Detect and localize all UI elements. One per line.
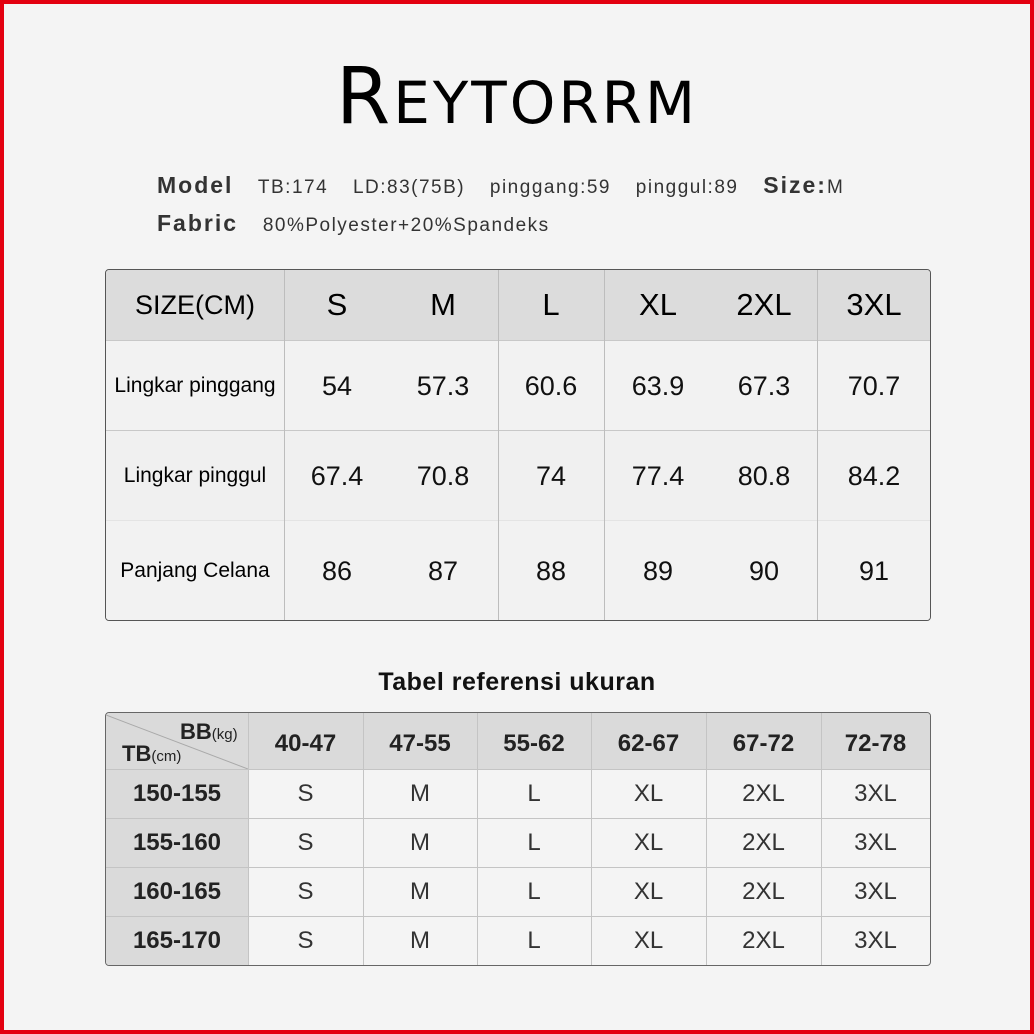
column-divider (363, 713, 364, 965)
size-cell: XL (633, 779, 664, 807)
header-cell: 3XL (846, 287, 902, 322)
size-cell: 2XL (742, 828, 785, 856)
brand-letter: R (335, 52, 394, 142)
bb-text: BB (180, 719, 212, 744)
table-cell: 88 (535, 555, 567, 586)
height-range-label: 160-165 (132, 877, 222, 905)
fabric-value: 80%Polyester+20%Spandeks (262, 215, 550, 236)
column-divider (706, 713, 707, 965)
table-cell: 86 (321, 555, 353, 586)
model-pinggul: pinggul:89 (635, 177, 739, 198)
model-info (157, 172, 844, 199)
weight-range-header: 67-72 (732, 730, 795, 757)
column-divider (248, 713, 249, 965)
size-cell: 3XL (854, 877, 897, 905)
fabric-info (157, 210, 550, 237)
table-row (106, 520, 930, 621)
table-cell: 74 (535, 460, 567, 491)
row-label: Panjang Celana (120, 559, 270, 582)
column-divider (477, 713, 478, 965)
table-cell: 80.8 (737, 460, 791, 491)
size-value: M (826, 177, 845, 198)
brand-letter: M (644, 69, 699, 137)
size-cell: S (297, 877, 314, 905)
size-cell: L (527, 828, 541, 856)
size-cell: 2XL (742, 926, 785, 954)
size-table (105, 269, 931, 621)
size-cell: XL (633, 926, 664, 954)
weight-range-header: 47-55 (389, 730, 451, 757)
table-cell: 60.6 (524, 370, 578, 401)
column-divider (604, 270, 605, 620)
size-cell: XL (633, 877, 664, 905)
table-cell: 84.2 (847, 460, 901, 491)
table-cell: 54 (321, 370, 353, 401)
reference-title: Tabel referensi ukuran (378, 668, 656, 696)
table-cell: 67.3 (737, 370, 791, 401)
height-range-label: 155-160 (132, 828, 222, 856)
model-ld: LD:83(75B) (352, 177, 466, 198)
table-cell: 70.8 (416, 460, 470, 491)
table-row (106, 340, 930, 431)
row-label: Lingkar pinggul (123, 464, 267, 487)
size-cell: 3XL (854, 828, 897, 856)
size-cell: S (297, 828, 314, 856)
size-cell: M (410, 828, 430, 856)
weight-range-header: 72-78 (844, 730, 907, 757)
header-cell: 2XL (736, 287, 792, 322)
height-range-label: 150-155 (132, 779, 222, 807)
size-cell: S (297, 779, 314, 807)
brand-letter: R (601, 69, 645, 137)
brand-logo (0, 52, 1034, 142)
model-pinggang: pinggang:59 (489, 177, 611, 198)
size-cell: 3XL (854, 779, 897, 807)
size-table-header (106, 270, 930, 340)
column-divider (821, 713, 822, 965)
table-cell: 63.9 (631, 370, 685, 401)
table-cell: 89 (642, 555, 674, 586)
header-cell: M (430, 287, 456, 322)
fabric-label: Fabric (157, 210, 239, 236)
tb-text: TB (122, 741, 152, 766)
row-divider (106, 769, 930, 770)
tb-unit: (cm) (151, 748, 182, 765)
column-divider (284, 270, 285, 620)
model-label: Model (157, 172, 234, 198)
table-cell: 67.4 (310, 460, 364, 491)
size-cell: 2XL (742, 779, 785, 807)
table-cell: 91 (858, 555, 890, 586)
column-divider (498, 270, 499, 620)
size-cell: 3XL (854, 926, 897, 954)
size-cell: M (410, 926, 430, 954)
header-cell: L (542, 287, 560, 322)
row-divider (106, 916, 930, 917)
size-cell: 2XL (742, 877, 785, 905)
table-cell: 87 (427, 555, 459, 586)
size-cell: L (527, 926, 541, 954)
header-cell: S (326, 287, 348, 322)
header-cell: SIZE(CM) (135, 289, 255, 320)
column-divider (817, 270, 818, 620)
model-tb: TB:174 (257, 177, 329, 198)
brand-letter: R (558, 69, 602, 137)
table-cell: 77.4 (631, 460, 685, 491)
size-label: Size: (763, 172, 827, 198)
bb-unit: (kg) (211, 726, 238, 743)
size-cell: L (527, 779, 541, 807)
size-cell: S (297, 926, 314, 954)
height-range-label: 165-170 (132, 926, 222, 954)
header-cell: XL (639, 287, 677, 322)
row-divider (106, 818, 930, 819)
table-row (106, 430, 930, 521)
size-cell: M (410, 877, 430, 905)
row-divider (106, 867, 930, 868)
table-cell: 90 (748, 555, 780, 586)
size-cell: XL (633, 828, 664, 856)
corner-bb-label (180, 719, 238, 745)
weight-range-header: 55-62 (503, 730, 565, 757)
size-cell: M (410, 779, 430, 807)
row-label: Lingkar pinggang (114, 374, 276, 397)
size-cell: L (527, 877, 541, 905)
table-cell: 70.7 (847, 370, 901, 401)
weight-range-header: 40-47 (274, 730, 337, 757)
table-cell: 57.3 (416, 370, 470, 401)
brand-letters: EYTO (393, 69, 559, 137)
corner-tb-label (122, 741, 181, 767)
column-divider (591, 713, 592, 965)
weight-range-header: 62-67 (617, 730, 680, 757)
reference-table (105, 712, 931, 966)
